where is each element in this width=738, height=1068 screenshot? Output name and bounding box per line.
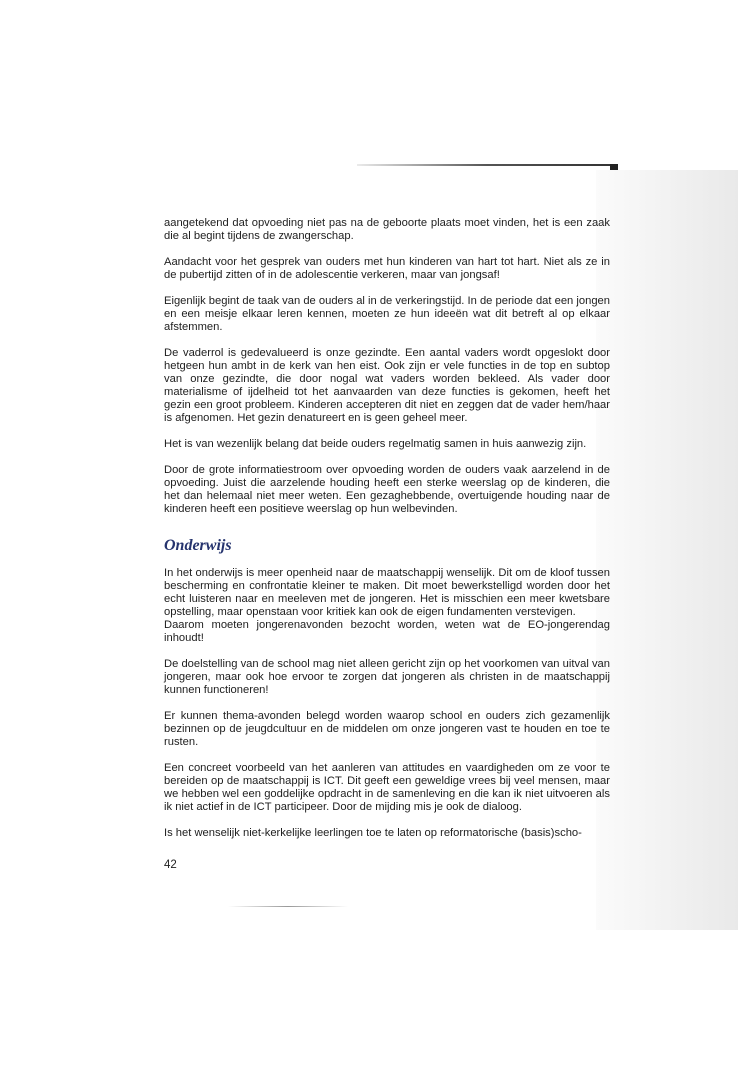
top-rule	[357, 164, 615, 166]
paragraph: Is het wenselijk niet-kerkelijke leerlingen toe te laten op reformatorische (basis)scho-	[164, 827, 582, 839]
paragraph: Daarom moeten jongerenavonden bezocht worden, weten wat de EO-jongerendag inhoudt!	[164, 619, 610, 644]
page-number: 42	[164, 859, 177, 871]
paragraph: In het onderwijs is meer openheid naar de maatschappij wenselijk. Dit om de kloof tussen bescherming en confrontatie kleiner te maken. Dit moet bewerkstelligd worden door het echt luisteren naar en meeleven met de jongeren. Het is misschien een meer kwetsbare opstelling, maar openstaan voor kritiek kan ook de eigen fundamenten verstevigen.	[164, 567, 610, 618]
paragraph: Er kunnen thema-avonden belegd worden waarop school en ouders zich gezamenlijk bezinnen op de jeugdcultuur en de middelen om onze jongeren vast te houden en toe te rusten.	[164, 710, 610, 748]
section-heading: Onderwijs	[164, 537, 232, 554]
paragraph: aangetekend dat opvoeding niet pas na de geboorte plaats moet vinden, het is een zaak die al begint tijdens de zwangerschap.	[164, 217, 610, 242]
paragraph: Aandacht voor het gesprek van ouders met hun kinderen van hart tot hart. Niet als ze in de pubertijd zitten of in de adolescentie verkeren, maar van jongsaf!	[164, 256, 610, 281]
top-rule-end	[610, 164, 618, 170]
bottom-rule	[228, 906, 348, 907]
paragraph: Eigenlijk begint de taak van de ouders al in de verkeringstijd. In de periode dat een jongen en een meisje elkaar leren kennen, moeten ze hun ideeën wat dit betreft al op elkaar afstemmen.	[164, 295, 610, 333]
paragraph: De doelstelling van de school mag niet alleen gericht zijn op het voorkomen van uitval van jongeren, maar ook hoe ervoor te zorgen dat jongeren als christen in de maatschappij kunnen functioneren!	[164, 658, 610, 696]
page-edge-shadow	[596, 170, 738, 930]
paragraph: De vaderrol is gedevalueerd is onze gezindte. Een aantal vaders wordt opgeslokt door hetgeen hun ambt in de kerk van hen eist. Ook zijn er vele functies in de top en subtop van onze gezindte, die door nogal wat vaders worden bekleed. Als vader door materialisme of ijdelheid tot het aanvaarden van deze functies is gekomen, heeft het gezin een groot probleem. Kinderen accepteren dit niet en zeggen dat de vader hem/haar is afgenomen. Het gezin denatureert en is geen geheel meer.	[164, 347, 610, 424]
paragraph: Het is van wezenlijk belang dat beide ouders regelmatig samen in huis aanwezig zijn.	[164, 438, 587, 450]
paragraph: Een concreet voorbeeld van het aanleren van attitudes en vaardigheden om ze voor te bereiden op de maatschappij is ICT. Dit geeft een geweldige vrees bij veel mensen, maar we hebben wel een goddelijke opdracht in de samenleving en die kan ik niet uitvoeren als ik niet actief in de ICT participeer. Door de mijding mis je ook de dialoog.	[164, 762, 610, 813]
page-body	[164, 217, 610, 853]
paragraph: Door de grote informatiestroom over opvoeding worden de ouders vaak aarzelend in de opvoeding. Juist die aarzelende houding heeft een sterke weerslag op de kinderen, die het dan helemaal niet meer weten. Een gezaghebbende, overtuigende houding naar de kinderen heeft een positieve weerslag op hun welbevinden.	[164, 464, 610, 515]
